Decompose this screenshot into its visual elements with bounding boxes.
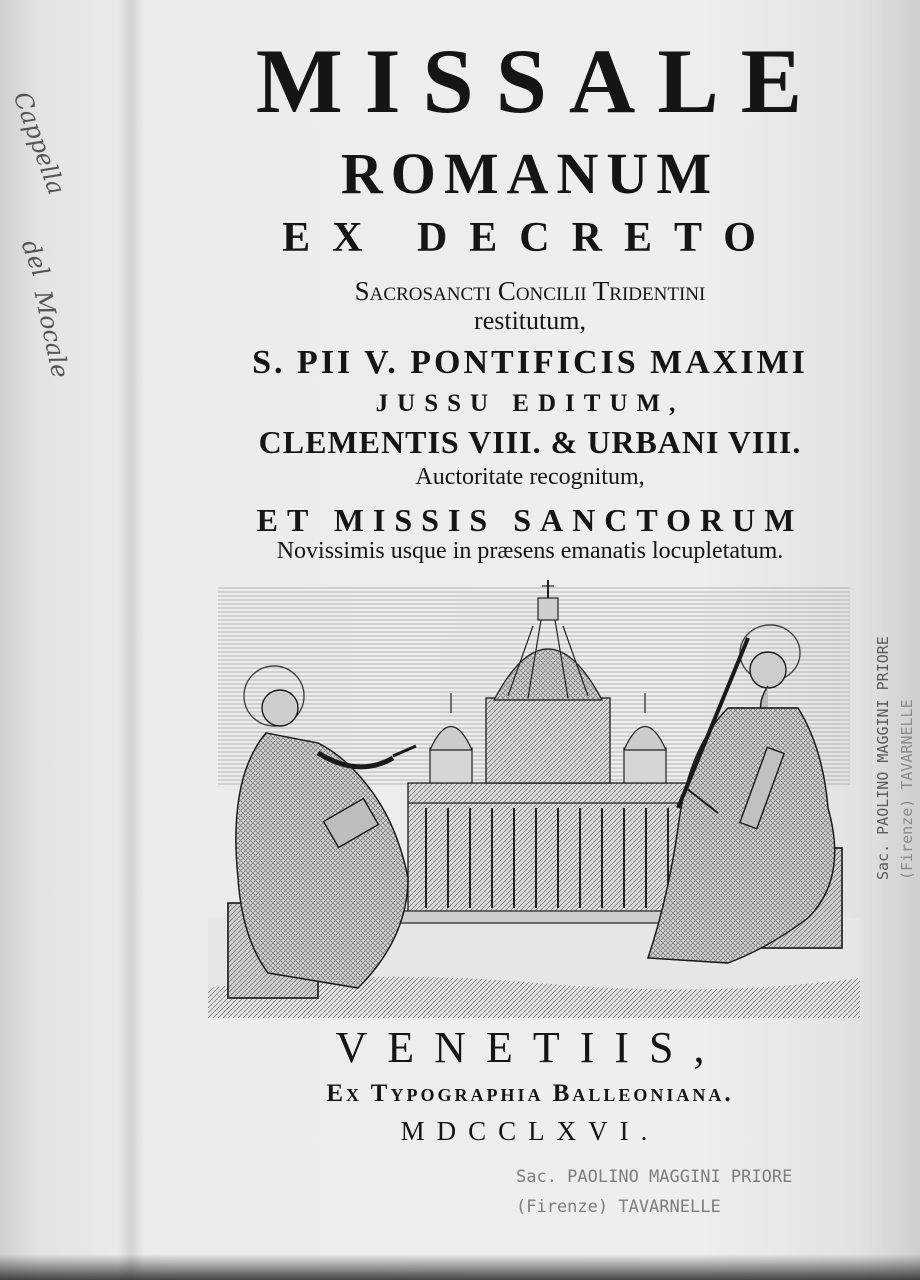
imprint-year: MDCCLXVI. xyxy=(400,1116,660,1146)
engraving-st-peters-basilica xyxy=(208,578,860,1018)
title-missale: MISSALE xyxy=(255,30,825,132)
title-concilii: Sacrosancti Concilii Tridentini xyxy=(354,276,706,306)
title-pii-v: S. PII V. PONTIFICIS MAXIMI xyxy=(252,344,808,381)
side-stamp-line-2: (Firenze) TAVARNELLE xyxy=(898,699,916,880)
ownership-stamp xyxy=(516,1162,816,1222)
ownership-stamp-line-1: Sac. PAOLINO MAGGINI PRIORE xyxy=(516,1167,793,1187)
title-restitutum: restitutum, xyxy=(474,306,586,335)
title-romanum: ROMANUM xyxy=(340,141,720,206)
title-auctoritate: Auctoritate recognitum, xyxy=(415,464,645,490)
side-stamp xyxy=(862,590,918,890)
handwriting-line-2: del xyxy=(15,236,55,281)
title-clementis: CLEMENTIS VIII. & URBANI VIII. xyxy=(258,424,802,460)
page-bottom-edge xyxy=(0,1254,920,1280)
ownership-stamp-line-2: (Firenze) TAVARNELLE xyxy=(516,1197,721,1217)
handwriting-line-3: Mocale xyxy=(28,288,75,381)
imprint-printer: Ex Typographia Balleoniana. xyxy=(326,1080,734,1107)
gutter-shadow xyxy=(118,0,144,1280)
side-stamp-line-1: Sac. PAOLINO MAGGINI PRIORE xyxy=(874,636,892,880)
title-et-missis: ET MISSIS SANCTORUM xyxy=(256,502,804,538)
title-novissimis: Novissimis usque in præsens emanatis locupletatum. xyxy=(276,538,784,564)
title-jussu-editum: JUSSU EDITUM, xyxy=(375,390,685,417)
handwritten-inscription xyxy=(4,88,114,388)
title-ex-decreto: EX DECRETO xyxy=(282,215,778,261)
handwriting-line-1: Cappella xyxy=(7,88,71,199)
imprint-city: VENETIIS, xyxy=(335,1023,725,1072)
